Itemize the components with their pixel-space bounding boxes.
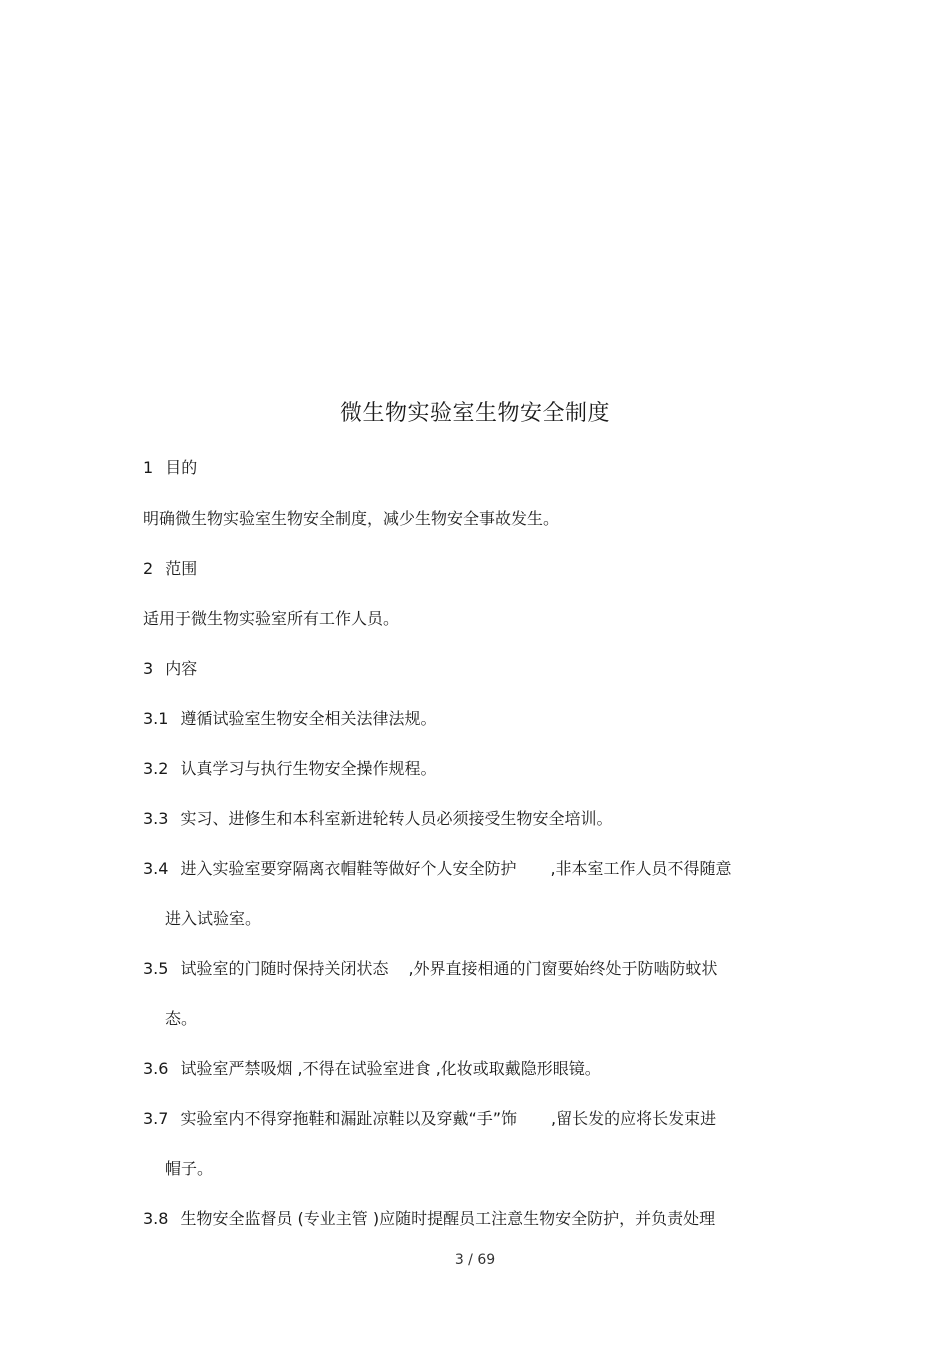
item-number: 3.8 [143, 1209, 169, 1228]
section-heading-3 [143, 657, 197, 681]
item-text: 进入实验室要穿隔离衣帽鞋等做好个人安全防护 [180, 859, 517, 878]
item-number: 3.4 [143, 859, 169, 878]
section-number: 3 [143, 659, 154, 678]
item-number: 3.2 [143, 759, 169, 778]
item-text: 生物安全监督员 (专业主管 )应随时提醒员工注意生物安全防护，并负责处理 [180, 1209, 716, 1228]
list-item [143, 857, 732, 881]
item-text: 试验室的门随时保持关闭状态 [180, 959, 389, 978]
section-body-1: 明确微生物实验室生物安全制度，减少生物安全事故发生。 [143, 509, 560, 528]
section-number: 1 [143, 458, 154, 477]
section-heading-1 [143, 456, 197, 480]
item-continuation: 帽子。 [165, 1159, 214, 1178]
item-number: 3.6 [143, 1059, 169, 1078]
section-heading-2 [143, 557, 197, 581]
item-number: 3.5 [143, 959, 169, 978]
section-heading-text: 范围 [165, 559, 198, 578]
item-text: 试验室严禁吸烟 ,不得在试验室进食 ,化妆或取戴隐形眼镜。 [180, 1059, 601, 1078]
item-number: 3.3 [143, 809, 169, 828]
list-item [143, 1107, 716, 1131]
list-item [143, 1057, 601, 1081]
list-item [143, 707, 436, 731]
item-text: 实习、进修生和本科室新进轮转人员必须接受生物安全培训。 [180, 809, 613, 828]
section-heading-text: 内容 [165, 659, 198, 678]
item-continuation: 进入试验室。 [165, 909, 262, 928]
item-text: 实验室内不得穿拖鞋和漏趾凉鞋以及穿戴“手”饰 [180, 1109, 518, 1128]
document-title: 微生物实验室生物安全制度 [339, 401, 610, 426]
item-number: 3.7 [143, 1109, 169, 1128]
item-text: 遵循试验室生物安全相关法律法规。 [180, 709, 437, 728]
list-item [143, 957, 718, 981]
item-number: 3.1 [143, 709, 169, 728]
item-text: 认真学习与执行生物安全操作规程。 [180, 759, 437, 778]
item-text-continued: ,外界直接相通的门窗要始终处于防啮防蚊状 [408, 959, 718, 978]
item-text-continued: ,非本室工作人员不得随意 [550, 859, 732, 878]
item-text-continued: ,留长发的应将长发束进 [551, 1109, 717, 1128]
section-body-2: 适用于微生物实验室所有工作人员。 [143, 609, 400, 628]
section-number: 2 [143, 559, 154, 578]
list-item [143, 807, 612, 831]
section-heading-text: 目的 [165, 458, 198, 477]
list-item [143, 1207, 715, 1231]
item-continuation: 态。 [165, 1009, 198, 1028]
list-item [143, 757, 436, 781]
page-indicator: 3 / 69 [454, 1252, 496, 1268]
